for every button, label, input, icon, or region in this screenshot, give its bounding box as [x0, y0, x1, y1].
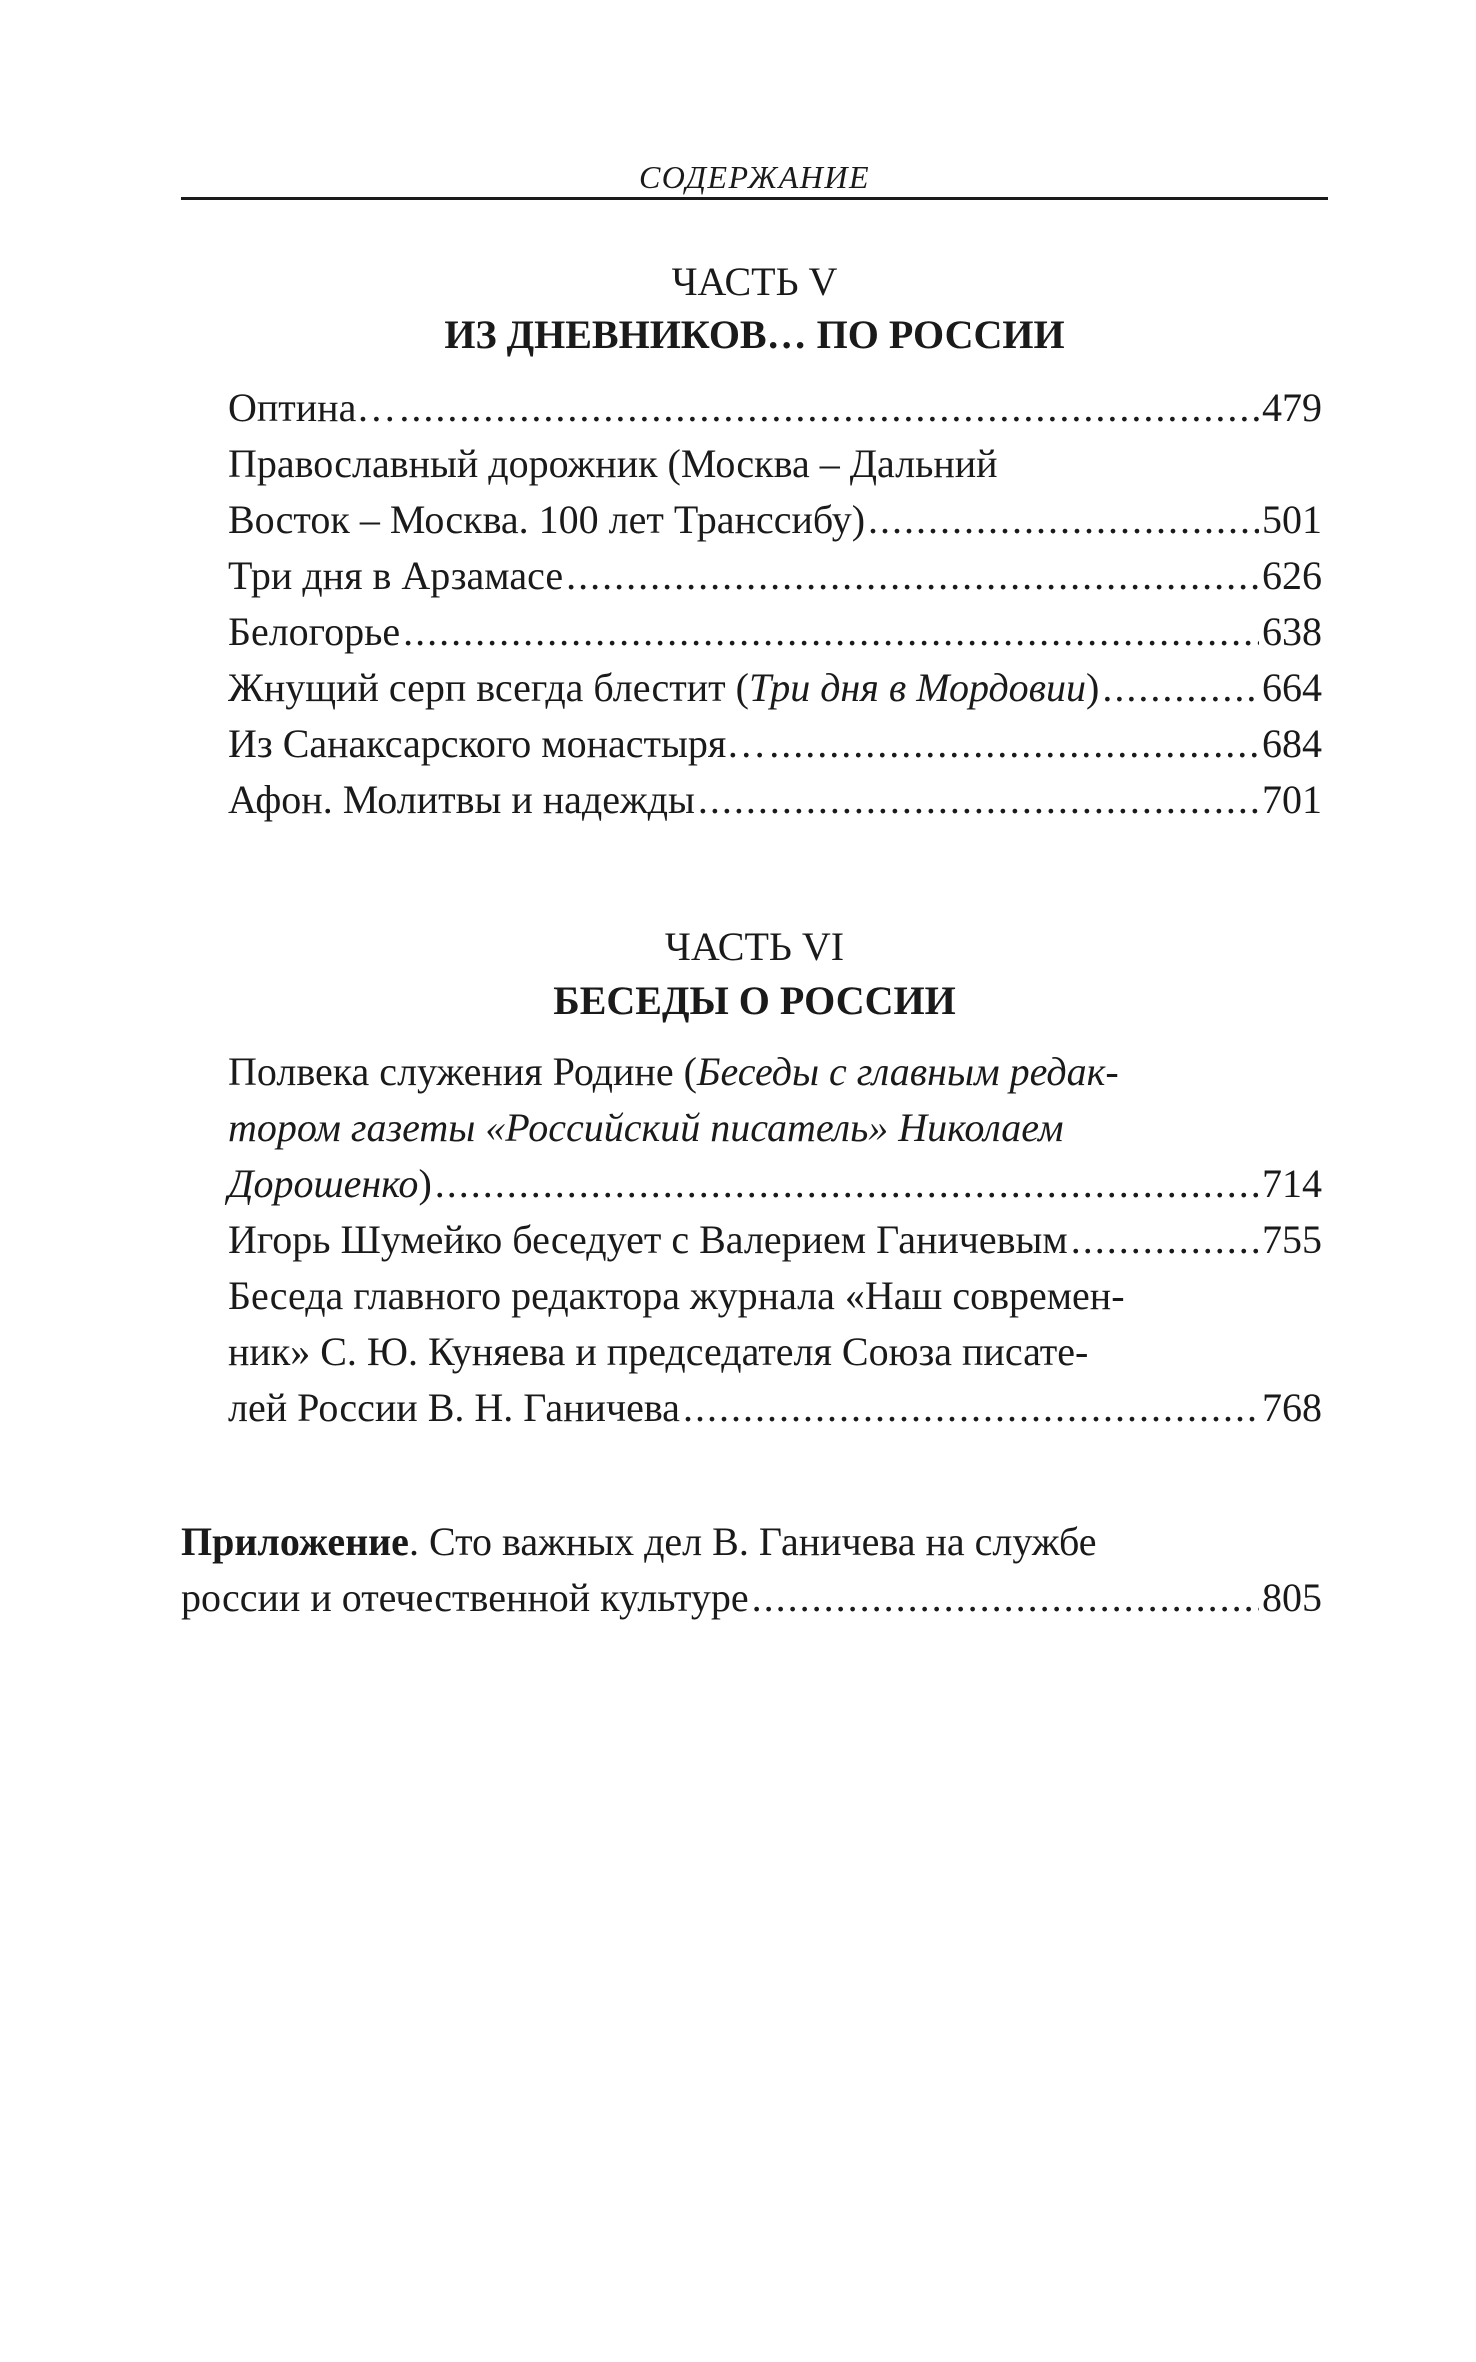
toc-entry-text: Беседа главного редактора журнала «Наш современ- — [228, 1273, 1125, 1318]
toc-entry-text: Игорь Шумейко беседует с Валерием Ганичевым — [228, 1217, 1068, 1262]
part-5-title: ИЗ ДНЕВНИКОВ… ПО РОССИИ — [444, 312, 1065, 357]
dot-leader — [769, 716, 1259, 772]
toc-entry-text: Три дня в Арзамасе — [228, 553, 564, 598]
toc-entry-sanaksar[interactable] — [228, 716, 1322, 772]
dot-leader — [1071, 1212, 1259, 1268]
toc-entry-text: Приложение. Сто важных дел В. Ганичева на службе — [181, 1519, 1097, 1564]
dot-leader — [435, 1156, 1259, 1212]
toc-page-number: 626 — [1262, 553, 1322, 598]
dot-leader — [752, 1570, 1259, 1626]
dot-leader — [683, 1380, 1259, 1436]
toc-entry-text: россии и отечественной культуре — [181, 1575, 749, 1620]
toc-entry-text: Белогорье — [228, 609, 401, 654]
toc-entry-afon[interactable] — [228, 772, 1322, 828]
toc-entry-belogorye[interactable] — [228, 604, 1322, 660]
dot-leader — [566, 548, 1259, 604]
toc-entry-beseda[interactable] — [228, 1380, 1322, 1436]
toc-entry-text: Православный дорожник (Москва – Дальний — [228, 441, 998, 486]
toc-page-number: 638 — [1262, 609, 1322, 654]
toc-entry-italic: Три дня в Мордовии — [748, 665, 1087, 710]
toc-entry-italic: тором газеты «Российский писатель» Николаем — [228, 1105, 1064, 1150]
appendix-line-2[interactable] — [181, 1570, 1322, 1626]
header-rule — [181, 197, 1328, 200]
part-6-label: ЧАСТЬ VI — [664, 924, 845, 969]
appendix-line-1[interactable] — [181, 1514, 1322, 1570]
toc-entry-text: Дорошенко) — [228, 1161, 432, 1206]
toc-entry-text: Жнущий серп всегда блестит (Три дня в Мордовии) — [228, 665, 1100, 710]
toc-page-number: 701 — [1262, 777, 1322, 822]
toc-page-number: 684 — [1262, 721, 1322, 766]
part-6-title: БЕСЕДЫ О РОССИИ — [553, 978, 956, 1023]
toc-entry-italic: Беседы с главным редак- — [696, 1049, 1119, 1094]
toc-page-number: 768 — [1262, 1385, 1322, 1430]
toc-entry-serp[interactable] — [228, 660, 1322, 716]
toc-entry-text: лей России В. Н. Ганичева — [228, 1385, 680, 1430]
toc-entry-polveka[interactable] — [228, 1156, 1322, 1212]
part-6-entries — [228, 1044, 1322, 1436]
dot-leader — [868, 492, 1259, 548]
toc-page-number: 664 — [1262, 665, 1322, 710]
toc-entry-dorozhnik[interactable] — [228, 492, 1322, 548]
toc-entry-text: Оптина… — [228, 385, 397, 430]
toc-page-number: 479 — [1262, 385, 1322, 430]
dot-leader — [399, 380, 1259, 436]
toc-entry-optina[interactable] — [228, 380, 1322, 436]
running-head: СОДЕРЖАНИЕ — [638, 159, 871, 195]
dot-leader — [698, 772, 1259, 828]
toc-entry-dorozhnik-line-1[interactable] — [228, 436, 1322, 492]
toc-entry-shumeyko[interactable] — [228, 1212, 1322, 1268]
toc-page-number: 805 — [1262, 1575, 1322, 1620]
toc-entry-italic: Дорошенко — [228, 1161, 419, 1206]
dot-leader — [403, 604, 1259, 660]
toc-page-number: 755 — [1262, 1217, 1322, 1262]
appendix-label: Приложение — [181, 1519, 409, 1564]
part-5-label: ЧАСТЬ V — [671, 259, 838, 304]
appendix-entry — [181, 1514, 1322, 1626]
toc-entry-text: Афон. Молитвы и надежды — [228, 777, 695, 822]
part-5-entries — [228, 380, 1322, 828]
toc-entry-polveka-line-2[interactable] — [228, 1100, 1322, 1156]
dot-leader — [1102, 660, 1259, 716]
toc-entry-text: ник» С. Ю. Куняева и председателя Союза писате- — [228, 1329, 1089, 1374]
toc-entry-beseda-line-1[interactable] — [228, 1268, 1322, 1324]
toc-entry-text: Восток – Москва. 100 лет Транссибу) — [228, 497, 866, 542]
toc-page-number: 501 — [1262, 497, 1322, 542]
toc-entry-text: Из Санаксарского монастыря… — [228, 721, 767, 766]
toc-entry-arzamas[interactable] — [228, 548, 1322, 604]
toc-entry-polveka-line-1[interactable] — [228, 1044, 1322, 1100]
toc-page-number: 714 — [1262, 1161, 1322, 1206]
toc-entry-beseda-line-2[interactable] — [228, 1324, 1322, 1380]
toc-entry-text: Полвека служения Родине (Беседы с главным редак- — [228, 1049, 1119, 1094]
